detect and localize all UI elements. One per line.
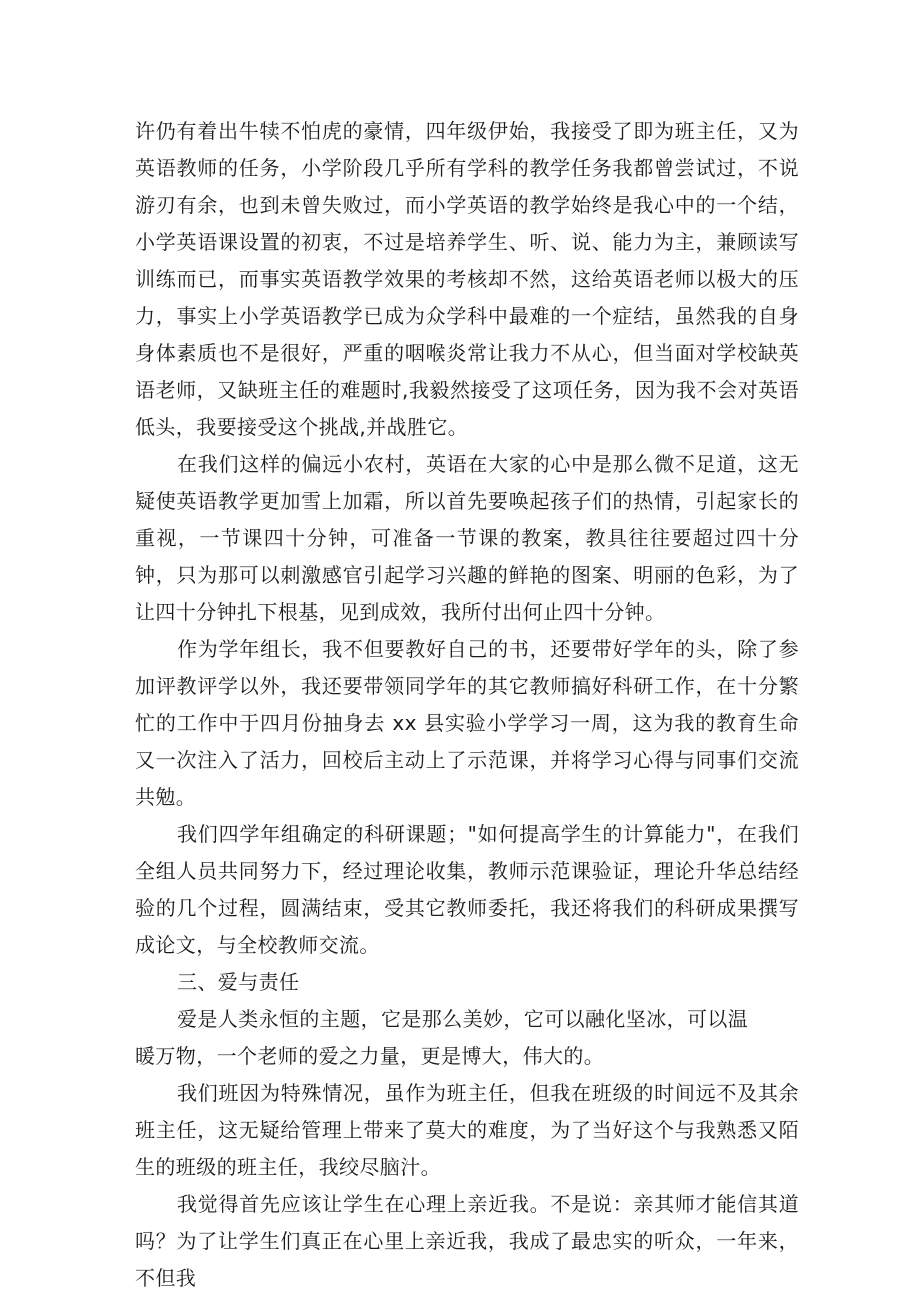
paragraph-rural-english: 在我们这样的偏远小农村，英语在大家的心中是那么微不足道，这无疑使英语教学更加雪上加霜，所以首先要唤起孩子们的热情，引起家长的重视，一节课四十分钟，可准备一节课的教案，教具往往要超过四十分钟，只为那可以刺激感官引起学习兴趣的鲜艳的图案、明丽的色彩，为了让四十分钟扎下根基，见到成效，我所付出何止四十分钟。 [135,452,799,624]
paragraph-research-topic: 我们四学年组确定的科研课题；"如何提高学生的计算能力"，在我们全组人员共同努力下，经过理论收集，教师示范课验证，理论升华总结经验的几个过程，圆满结束，受其它教师委托，我还将我们的科研成果撰写成论文，与全校教师交流。 [135,822,799,957]
paragraph-approach-students: 我觉得首先应该让学生在心理上亲近我。不是说：亲其师才能信其道吗？为了让学生们真正在心里上亲近我，我成了最忠实的听众，一年来，不但我 [135,1192,799,1290]
paragraph-teaching-duties: 许仍有着出牛犊不怕虎的豪情，四年级伊始，我接受了即为班主任，又为英语教师的任务，小学阶段几乎所有学科的教学任务我都曾尝试过，不说游刃有余，也到未曾失败过，而小学英语的教学始终是我心中的一个结，小学英语课设置的初衷，不过是培养学生、听、说、能力为主，兼顾读写训练而已，而事实英语教学效果的考核却不然，这给英语老师以极大的压力，事实上小学英语教学已成为众学科中最难的一个症结，虽然我的自身身体素质也不是很好，严重的咽喉炎常让我力不从心，但当面对学校缺英语老师，又缺班主任的难题时,我毅然接受了这项任务，因为我不会对英语低头，我要接受这个挑战,并战胜它。 [135,119,799,439]
paragraph-class-teacher: 我们班因为特殊情况，虽作为班主任，但我在班级的时间远不及其余班主任，这无疑给管理上带来了莫大的难度，为了当好这个与我熟悉又陌生的班级的班主任，我绞尽脑汁。 [135,1081,799,1179]
paragraph-love-line-2: 暖万物，一个老师的爱之力量，更是博大，伟大的。 [135,1044,605,1068]
document-body [135,113,799,1297]
paragraph-love-line-1: 爱是人类永恒的主题，它是那么美妙，它可以融化坚冰，可以温 [177,1007,749,1031]
section-heading: 三、爱与责任 [177,970,300,994]
paragraph-group-leader: 作为学年组长，我不但要教好自己的书，还要带好学年的头，除了参加评教评学以外，我还要带领同学年的其它教师搞好科研工作，在十分繁忙的工作中于四月份抽身去 xx 县实验小学学习一周，这为我的教育生命又一次注入了活力，回校后主动上了示范课，并将学习心得与同事们交流共勉。 [135,637,799,809]
